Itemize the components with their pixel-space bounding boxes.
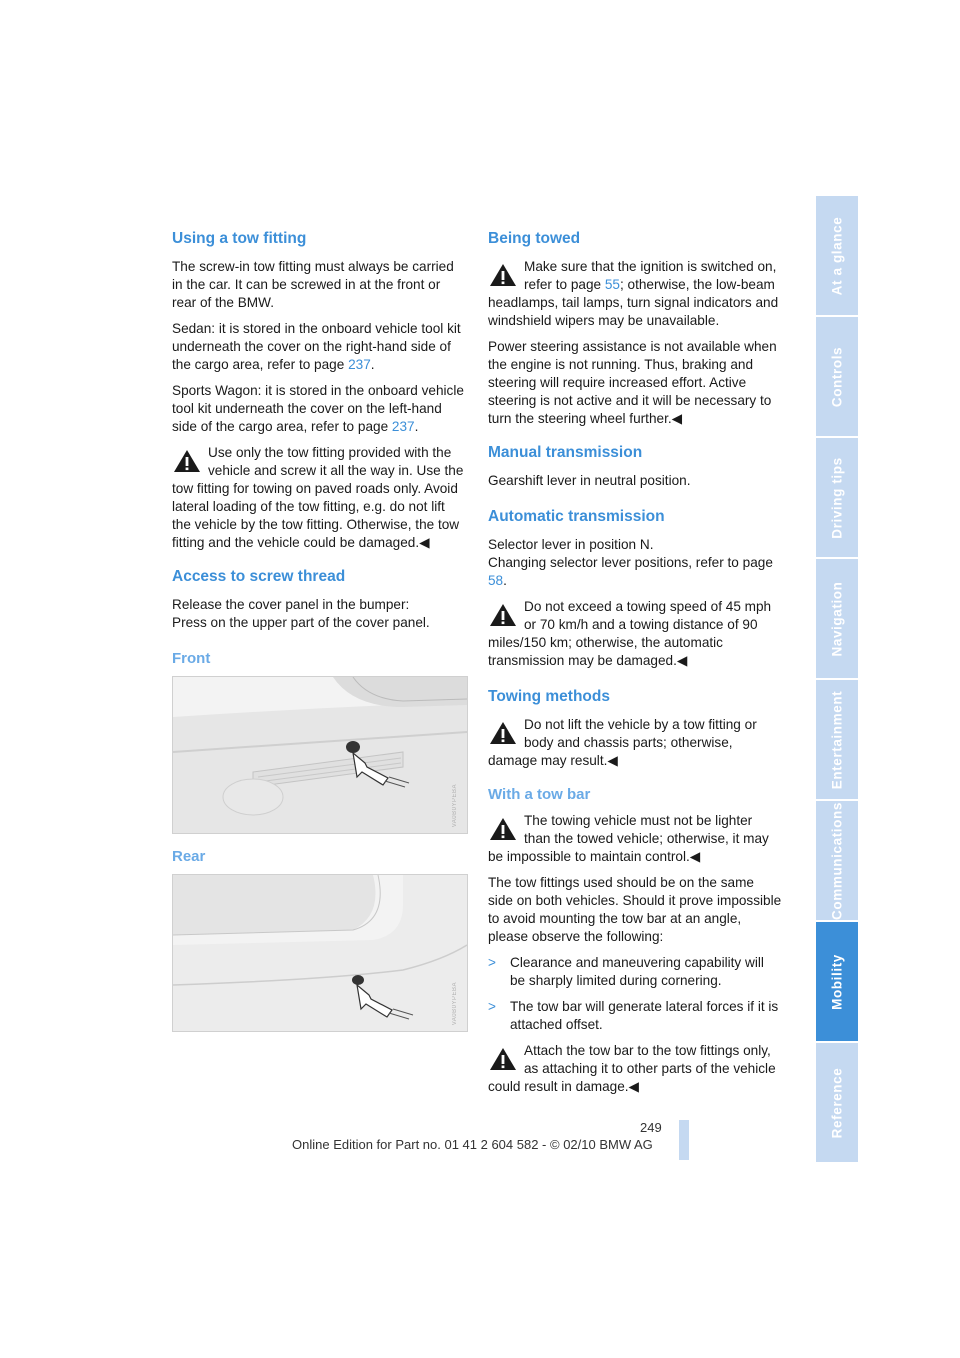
section-title-towing-methods: Towing methods bbox=[488, 688, 610, 705]
left-column bbox=[172, 228, 466, 1044]
section-title-manual-transmission: Manual transmission bbox=[488, 444, 643, 461]
tab-communications[interactable]: Communications bbox=[816, 801, 858, 922]
paragraph: The tow fittings used should be on the same side on both vehicles. Should it prove impossible to avoid mounting the tow bar at an angle, please observe the following: bbox=[488, 875, 782, 944]
warning-note: Do not exceed a towing speed of 45 mph or 70 km/h and a towing distance of 90 miles/150 km; otherwise, the automatic transmission may be damaged.◀ bbox=[488, 599, 772, 668]
warning-note: Make sure that the ignition is switched on, refer to page 55; otherwise, the low-beam headlamps, tail lamps, turn signal indicators and windshield wipers may be unavailable. bbox=[488, 259, 779, 328]
paragraph: Press on the upper part of the cover panel. bbox=[172, 615, 430, 630]
warning-note: The towing vehicle must not be lighter than the towed vehicle; otherwise, it may be impossible to maintain control.◀ bbox=[488, 813, 769, 864]
list-item: > Clearance and maneuvering capability will be sharply limited during cornering. bbox=[488, 955, 764, 988]
warning-triangle-icon bbox=[488, 816, 518, 842]
tab-reference[interactable]: Reference bbox=[816, 1043, 858, 1164]
paragraph: Release the cover panel in the bumper: bbox=[172, 597, 410, 612]
paragraph: Sports Wagon: it is stored in the onboard vehicle tool kit underneath the cover on the left-hand side of the cargo area, refer to page 237. bbox=[172, 383, 464, 434]
warning-note: Do not lift the vehicle by a tow fitting or body and chassis parts; otherwise, damage may result.◀ bbox=[488, 717, 757, 768]
section-title-using-tow-fitting: Using a tow fitting bbox=[172, 230, 307, 247]
right-column bbox=[488, 228, 782, 1104]
warning-triangle-icon bbox=[172, 448, 202, 474]
section-title-automatic-transmission: Automatic transmission bbox=[488, 508, 665, 525]
warning-triangle-icon bbox=[488, 1046, 518, 1072]
page-link[interactable]: 237 bbox=[391, 419, 415, 434]
warning-triangle-icon bbox=[488, 262, 518, 288]
chapter-tabs bbox=[816, 196, 858, 1164]
section-title-access-screw-thread: Access to screw thread bbox=[172, 568, 346, 585]
warning-note: Use only the tow fitting provided with the vehicle and screw it all the way in. Use the tow fitting for towing on paved roads only. Avoid lateral loading of the tow fitting, e.g. do not lift the vehicle by the tow fitting. Otherwise, the tow fitting and the vehicle could be damaged.◀ bbox=[172, 445, 464, 550]
warning-triangle-icon bbox=[488, 602, 518, 628]
tab-controls[interactable]: Controls bbox=[816, 317, 858, 438]
tab-driving-tips[interactable]: Driving tips bbox=[816, 438, 858, 559]
bullet-marker: > bbox=[488, 999, 496, 1014]
figure-code: VA0B0YPEBA bbox=[452, 981, 458, 1025]
paragraph: Selector lever in position N. bbox=[488, 537, 654, 552]
paragraph: Sedan: it is stored in the onboard vehicle tool kit underneath the cover on the right-hand side of the cargo area, refer to page 237. bbox=[172, 321, 461, 372]
paragraph: Gearshift lever in neutral position. bbox=[488, 473, 691, 488]
page-marker-bar bbox=[679, 1120, 689, 1160]
bullet-marker: > bbox=[488, 955, 496, 970]
page-number: 249 bbox=[640, 1120, 662, 1135]
paragraph: The screw-in tow fitting must always be carried in the car. It can be screwed in at the front or rear of the BMW. bbox=[172, 259, 454, 310]
page-link[interactable]: 237 bbox=[348, 357, 371, 372]
subsection-title-with-tow-bar: With a tow bar bbox=[488, 786, 591, 803]
figure-code: VA0B0YPEBA bbox=[452, 783, 458, 827]
paragraph: Changing selector lever positions, refer to page 58. bbox=[488, 555, 773, 588]
footer-edition: Online Edition for Part no. 01 41 2 604 582 - © 02/10 BMW AG bbox=[292, 1137, 653, 1152]
tab-navigation[interactable]: Navigation bbox=[816, 559, 858, 680]
page-link[interactable]: 58 bbox=[488, 573, 504, 588]
warning-triangle-icon bbox=[488, 720, 518, 746]
list-item: > The tow bar will generate lateral forces if it is attached offset. bbox=[488, 999, 779, 1032]
section-title-being-towed: Being towed bbox=[488, 230, 581, 247]
tab-at-a-glance[interactable]: At a glance bbox=[816, 196, 858, 317]
warning-note: Attach the tow bar to the tow fittings only, as attaching it to other parts of the vehicle could result in damage.◀ bbox=[488, 1043, 776, 1094]
subsection-title-rear: Rear bbox=[172, 848, 206, 865]
page-link[interactable]: 55 bbox=[604, 277, 620, 292]
subsection-title-front: Front bbox=[172, 650, 211, 667]
rear-bumper-illustration bbox=[172, 874, 468, 1032]
tab-mobility[interactable]: Mobility bbox=[816, 922, 858, 1043]
paragraph: Power steering assistance is not available when the engine is not running. Thus, braking and steering will require increased effort. Active steering is not active and it will be necessary to turn the steering wheel further.◀ bbox=[488, 339, 777, 426]
front-bumper-illustration bbox=[172, 676, 468, 834]
tab-entertainment[interactable]: Entertainment bbox=[816, 680, 858, 801]
